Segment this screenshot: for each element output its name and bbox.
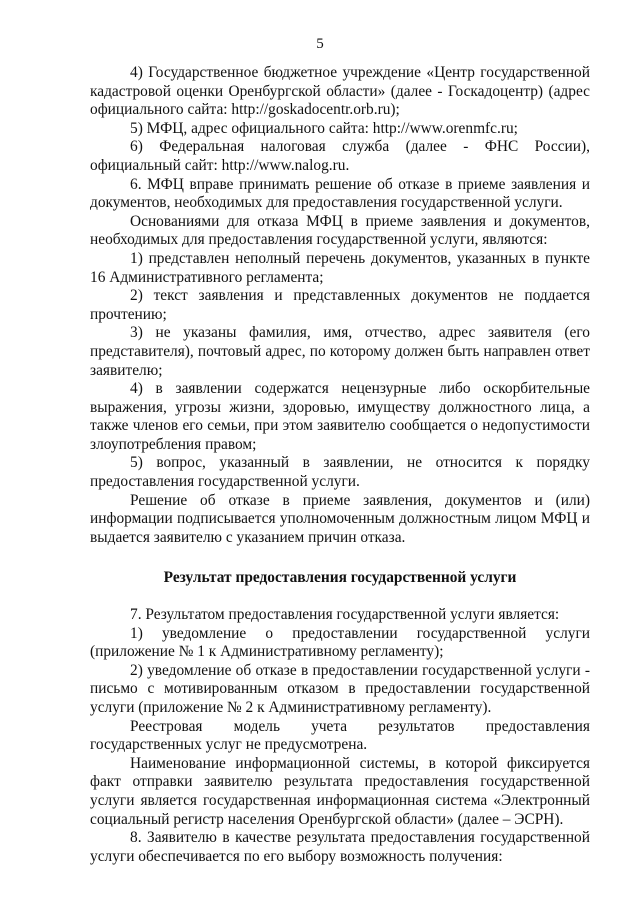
paragraph: 6. МФЦ вправе принимать решение об отказе в приеме заявления и документов, необходимых для предоставления государственной услуги. [90,175,590,212]
paragraph: Реестровая модель учета результатов предоставления государственных услуг не предусмотрена. [90,717,590,754]
paragraph: 3) не указаны фамилия, имя, отчество, адрес заявителя (его представителя), почтовый адрес, по которому должен быть направлен ответ заявителю; [90,324,590,379]
paragraph: 7. Результатом предоставления государственной услуги является: [130,606,560,624]
paragraph: 4) Государственное бюджетное учреждение «Центр государственной кадастровой оценки Оренбургской области» (далее - Госкадоцентр) (адрес официального сайта: http://goskadocentr.orb.ru); [90,64,590,119]
paragraph: Основаниями для отказа МФЦ в приеме заявления и документов, необходимых для предоставления государственной услуги, являются: [90,212,590,249]
document-body [90,64,590,866]
paragraph: 8. Заявителю в качестве результата предоставления государственной услуги обеспечивается по его выбору возможность получения: [90,829,590,865]
paragraph: 1) представлен неполный перечень документов, указанных в пункте 16 Административного регламента; [90,249,590,286]
paragraph: Наименование информационной системы, в которой фиксируется факт отправки заявителю результата предоставления государственной услуги является государственная информационная система «Электронный социальный регистр населения Оренбургской области» (далее – ЭСРН). [90,754,590,828]
paragraph: 6) Федеральная налоговая служба (далее - ФНС России), официальный сайт: http://www.nalog.ru. [90,138,590,174]
paragraph: 2) текст заявления и представленных документов не поддается прочтению; [90,287,590,323]
paragraph: 5) вопрос, указанный в заявлении, не относится к порядку предоставления государственной услуги. [90,454,590,491]
paragraph: Решение об отказе в приеме заявления, документов и (или) информации подписывается уполномоченным должностным лицом МФЦ и выдается заявителю с указанием причин отказа. [90,491,590,546]
paragraph: 2) уведомление об отказе в предоставлении государственной услуги - письмо с мотивированным отказом в предоставлении государственной услуги (приложение № 2 к Административному регламенту). [90,661,590,716]
page-number: 5 [316,36,324,52]
section-heading: Результат предоставления государственной услуги [163,569,517,587]
paragraph: 5) МФЦ, адрес официального сайта: http://www.orenmfc.ru; [130,119,518,137]
paragraph: 1) уведомление о предоставлении государственной услуги (приложение № 1 к Административному регламенту); [90,624,590,661]
paragraph: 4) в заявлении содержатся нецензурные либо оскорбительные выражения, угрозы жизни, здоровью, имуществу должностного лица, а также членов его семьи, при этом заявителю сообщается о недопустимости злоупотребления правом; [90,380,590,453]
